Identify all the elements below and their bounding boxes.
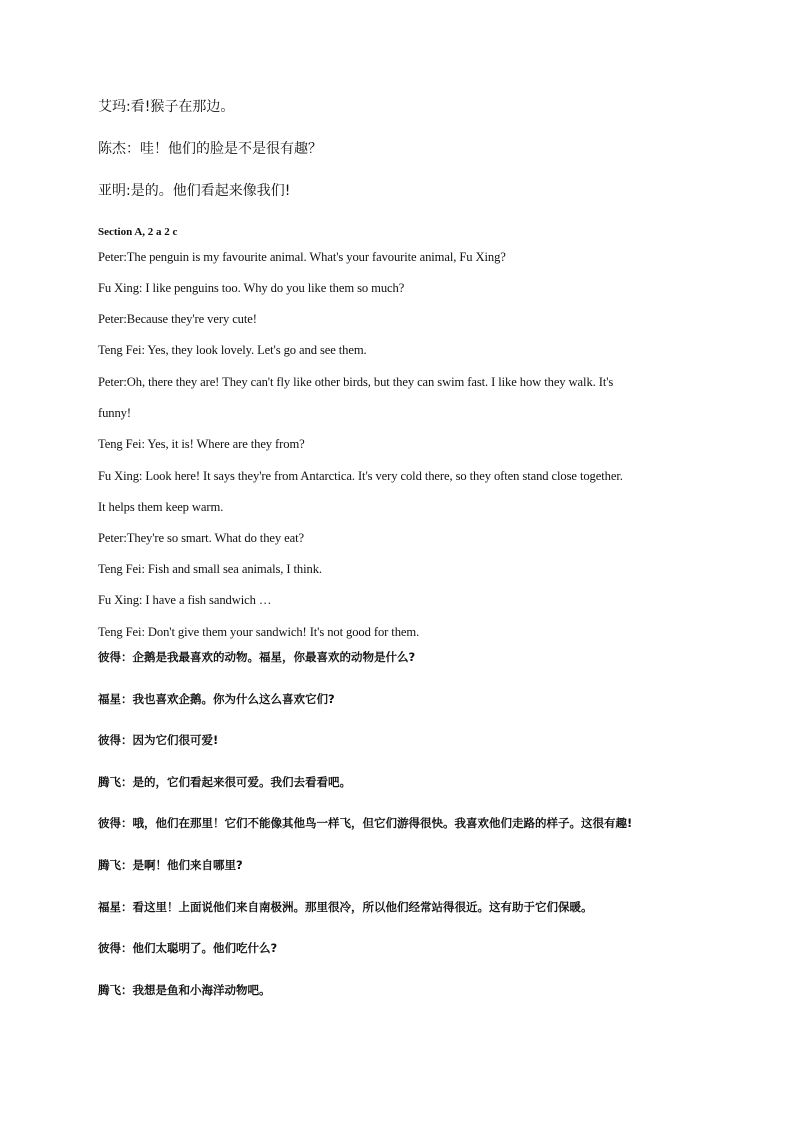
dialogue-line-en: Peter:Because they're very cute! xyxy=(98,312,257,326)
dialogue-line-en: Peter:They're so smart. What do they eat? xyxy=(98,531,305,545)
intro-line: 亚明:是的。他们看起来像我们! xyxy=(98,183,291,199)
dialogue-line-zh: 腾飞：是的，它们看起来很可爱。我们去看看吧。 xyxy=(98,775,351,789)
dialogue-line-en: Peter:The penguin is my favourite animal. What's your favourite animal, Fu Xing? xyxy=(98,250,506,264)
dialogue-line-en: Fu Xing: Look here! It says they're from Antarctica. It's very cold there, so they often stand close together. xyxy=(98,469,623,483)
section-heading: Section A, 2 a 2 c xyxy=(98,226,178,238)
dialogue-line-en: Fu Xing: I like penguins too. Why do you like them so much? xyxy=(98,281,405,295)
dialogue-line-zh: 彼得：他们太聪明了。他们吃什么? xyxy=(98,941,278,955)
dialogue-line-en: Teng Fei: Don't give them your sandwich! It's not good for them. xyxy=(98,625,420,639)
dialogue-line-zh: 腾飞：是啊！他们来自哪里? xyxy=(98,858,243,872)
dialogue-line-en: Teng Fei: Fish and small sea animals, I think. xyxy=(98,562,322,576)
dialogue-line-en: Fu Xing: I have a fish sandwich … xyxy=(98,593,272,607)
dialogue-line-zh: 福星：看这里！上面说他们来自南极洲。那里很冷，所以他们经常站得很近。这有助于它们保暖。 xyxy=(98,900,593,914)
intro-line: 艾玛:看!猴子在那边。 xyxy=(98,99,235,115)
dialogue-line-en: Peter:Oh, there they are! They can't fly like other birds, but they can swim fast. I like how they walk. It's xyxy=(98,375,614,389)
dialogue-line-en: Teng Fei: Yes, they look lovely. Let's go and see them. xyxy=(98,343,367,357)
dialogue-line-en: It helps them keep warm. xyxy=(98,500,224,514)
dialogue-line-zh: 腾飞：我想是鱼和小海洋动物吧。 xyxy=(98,983,271,997)
dialogue-line-zh: 彼得：因为它们很可爱! xyxy=(98,733,219,747)
dialogue-line-en: Teng Fei: Yes, it is! Where are they from? xyxy=(98,437,305,451)
dialogue-line-zh: 彼得：企鹅是我最喜欢的动物。福星，你最喜欢的动物是什么? xyxy=(98,650,416,664)
dialogue-line-zh: 彼得：哦，他们在那里！它们不能像其他鸟一样飞，但它们游得很快。我喜欢他们走路的样子。这很有趣! xyxy=(98,816,633,830)
dialogue-line-en: funny! xyxy=(98,406,131,420)
dialogue-line-zh: 福星：我也喜欢企鹅。你为什么这么喜欢它们? xyxy=(98,692,335,706)
intro-line: 陈杰：哇！他们的脸是不是很有趣？ xyxy=(98,141,322,157)
